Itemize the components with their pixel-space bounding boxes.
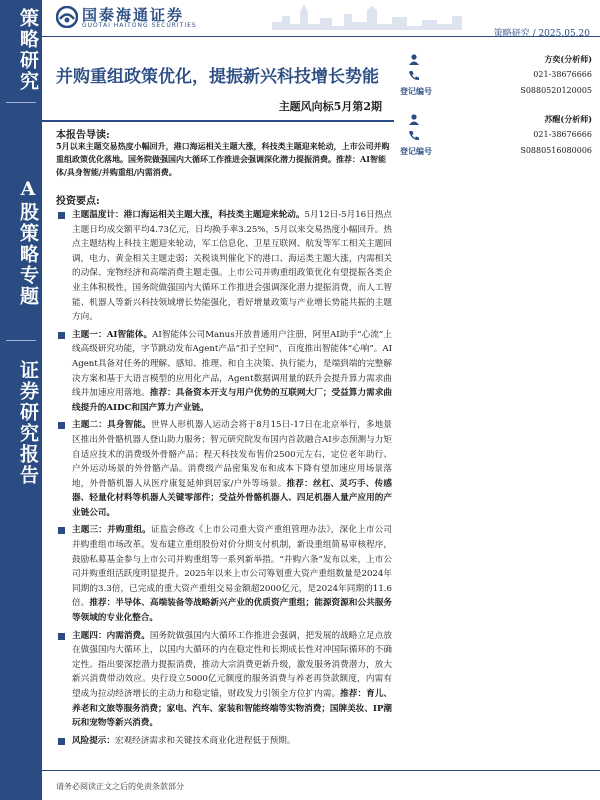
bullet-heading: 风险提示： <box>72 735 115 746</box>
city-skyline-decoration <box>272 2 472 30</box>
bullet-square-icon <box>58 422 65 429</box>
list-item <box>56 208 392 325</box>
bullet-recommendation: 推荐：丝杠、灵巧手、传感器、轻量化材料等机器人关键零部件；受益外骨骼机器人、四足机器人量产应用的产业链公司。 <box>72 478 392 518</box>
analyst-name: 方奕(分析师) <box>544 54 592 64</box>
certificate-number: S0880520120005 <box>520 86 592 95</box>
summary-heading: 本报告导读: <box>56 130 110 141</box>
sidebar-report-category: 策略研究 <box>17 8 39 92</box>
bullet-body: 证监会修改《上市公司重大资产重组管理办法》，深化上市公司并购重组市场改革。发布建立重组股份对价分期支付机制，新设重组简易审核程序，鼓励私募基金参与上市公司并购重组等一系列新举措。“并购六条”发布以来，上市公司并购重组活跃度明显提升。2025年以来上市公司筹划重大资产重组数量是2024年同期的3.3倍，已完成的重大资产重组交易金额超2000亿元，是2024年同期的11.6倍。 <box>72 525 392 609</box>
list-item <box>56 629 392 731</box>
bullet-heading: 主题三：并购重组。 <box>72 525 151 536</box>
bullet-square-icon <box>58 212 65 219</box>
bullet-heading: 主题二：具身智能。 <box>72 420 151 431</box>
bullet-square-icon <box>58 633 65 640</box>
bullet-square-icon <box>58 738 65 745</box>
bullet-recommendation: 推荐：半导体、高端装备等战略新兴产业的优质资产重组；能源资源和公共服务等领域的专业化整合。 <box>72 598 392 624</box>
list-item <box>56 328 392 416</box>
list-item <box>56 523 392 625</box>
sidebar-divider <box>6 102 36 103</box>
brand-name-english: GUOTAI HAITONG SECURITIES <box>82 22 197 29</box>
bullet-body: 宏观经济需求和关键技术商业化进程低于预期。 <box>114 735 296 746</box>
investment-highlights-list <box>56 208 392 751</box>
page-header <box>42 0 600 37</box>
certificate-number: S0880516080006 <box>520 146 592 155</box>
title-divider <box>42 120 394 122</box>
bullet-body: AI智能体公司Manus开放普通用户注册，阿里AI助手“心流”上线高级研究功能，字节跳动发布Agent产品“扣子空间”，百度推出智能体“心响”。AI Agent具备对任务的理解、感知、推理、和自主决策、执行能力，是端到端的完整解决方案和基于大语言模型的应用化产品，Agent数据调用量的跃升会提升算力需求曲线并加速应用落地。 <box>72 329 392 399</box>
analyst-name: 苏醒(分析师) <box>544 114 592 124</box>
sidebar-divider <box>6 340 36 341</box>
disclaimer-footer: 请务必阅读正文之后的免责条款部分 <box>56 782 184 791</box>
bullet-recommendation: 推荐：具备资本开支与用户优势的互联网大厂；受益算力需求曲线提升的AIDC和国产算力产业链。 <box>72 388 392 413</box>
footer-divider <box>42 770 600 771</box>
bullet-body: 5月12日-5月16日热点主题日均成交额平均4.73亿元，日均换手率3.25%，5月以来交易热度小幅回升。热点主题结构上科技主题迎来轮动，军工信息化、卫星互联网、航发等军工相关主题回调，电力、黄金相关主题走弱；关税谈判催化下的港口、海运类主题大涨，内需相关的动保、宠物经济和高端消费主题走强。上市公司并购重组政策优化有望提振各类企业主体积极性，国务院做强国内大循环工作推进会强调深化潜力提振消费，而人工智能、机器人等新兴科技领域增长势能强化，看好增量政策与产业增长势能共振的主题方向。 <box>72 210 392 323</box>
bullet-heading: 主题温度计：港口海运相关主题大涨，科技类主题迎来轮动。 <box>72 210 305 220</box>
bullet-recommendation: 推荐：育儿、养老和文旅等服务消费；家电、汽车、家装和智能终端等实物消费；国牌美妆、IP潮玩和宠物等新兴消费。 <box>72 689 392 729</box>
analyst-phone: 021-38676666 <box>533 70 592 79</box>
report-title: 并购重组政策优化，提振新兴科技增长势能 <box>56 67 379 87</box>
sidebar-report-series: A股策略专题 <box>17 178 39 307</box>
summary-text: 5月以来主题交易热度小幅回升，港口海运相关主题大涨，科技类主题迎来轮动，上市公司并购重组政策优化落地。国务院做强国内大循环工作推进会强调深化潜力提振消费。推荐：AI智能体/具身智能/并购重组/内需消费。 <box>56 141 390 177</box>
company-logo-icon <box>56 6 78 28</box>
analyst-phone: 021-38676666 <box>533 130 592 139</box>
bullet-square-icon <box>58 332 65 339</box>
report-subtitle: 主题风向标5月第2期 <box>278 100 382 113</box>
certificate-label: 登记编号 <box>400 146 432 156</box>
investment-highlights-heading: 投资要点: <box>56 196 100 207</box>
bullet-heading: 主题一：AI智能体。 <box>72 329 153 340</box>
bullet-square-icon <box>58 527 65 534</box>
bullet-heading: 主题四：内需消费。 <box>72 630 150 641</box>
brand-name: 国泰海通证券 <box>82 6 185 24</box>
certificate-label: 登记编号 <box>400 86 432 96</box>
bullet-body: 世界人形机器人运动会将于8月15日-17日在北京举行，多地景区推出外骨骼机器人登山助力服务；智元研究院发布国内首款融合AI步态预测与力矩自适应技术的消费级外骨骼产品；程天科技发布售价2500元左右，定位老年助行、户外运动场景的外骨骼产品。消费级产品密集发布和成本下降有望加速应用场景落地，外骨骼机器人从医疗康复延伸到居家/户外等场景。 <box>72 420 392 489</box>
list-item <box>56 418 392 520</box>
left-sidebar <box>0 0 42 800</box>
bullet-body: 国务院做强国内大循环工作推进会强调，把发展的战略立足点放在做强国内大循环上，以国内大循环的内在稳定性和长期成长性对冲国际循环的不确定性。指出要深挖潜力提振消费，推动大宗消费更新升级，激发服务消费潜力，放大新兴消费带动效应。央行设立5000亿元额度的服务消费与养老再贷款额度，内需有望成为拉动经济增长的主动力和稳定锚，财政发力引领全方位扩内需。 <box>72 630 392 699</box>
list-item <box>56 734 392 749</box>
report-type-and-date: 策略研究 / 2025.05.20 <box>493 29 590 39</box>
sidebar-report-type: 证券研究报告 <box>17 360 39 486</box>
